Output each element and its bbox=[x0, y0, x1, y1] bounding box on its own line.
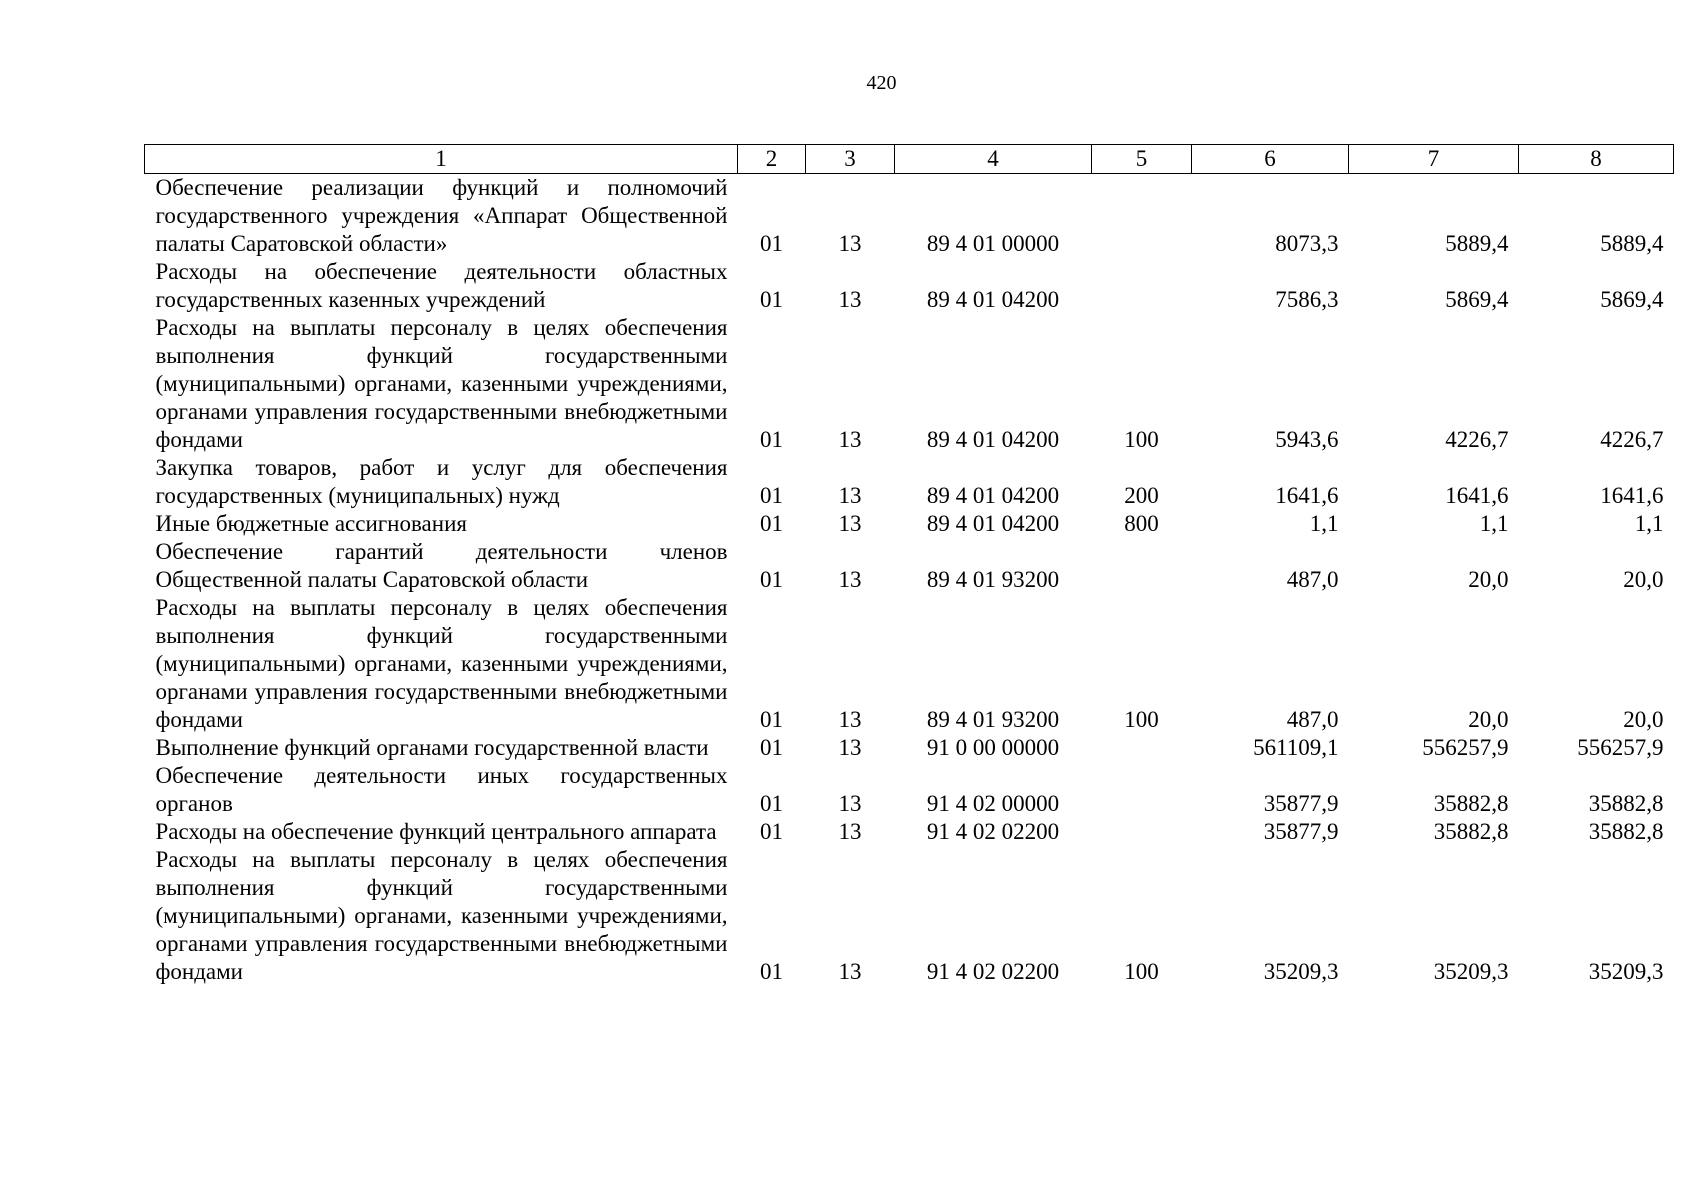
subsection-code-cell: 13 bbox=[838, 791, 862, 816]
expense-name-cell: Иные бюджетные ассигнования bbox=[155, 511, 467, 536]
table-row bbox=[145, 538, 1674, 594]
budget-table bbox=[144, 144, 1674, 986]
table-row bbox=[145, 818, 1674, 846]
amount-col8-cell: 20,0 bbox=[1623, 707, 1664, 732]
expense-type-cell bbox=[1092, 258, 1192, 314]
amount-col6-cell: 35877,9 bbox=[1263, 791, 1339, 816]
target-article-cell: 89 4 01 00000 bbox=[926, 231, 1060, 256]
expense-name-cell: Выполнение функций органами государственной власти bbox=[155, 735, 709, 760]
table-row bbox=[145, 314, 1674, 454]
amount-col6-cell: 5943,6 bbox=[1275, 427, 1339, 452]
amount-col7-cell: 35882,8 bbox=[1433, 819, 1509, 844]
expense-name-cell: Расходы на выплаты персоналу в целях обеспечения выполнения функций государственными (муниципальными) органами, казенными учреждениями, органами управления государственными внебюджетными фондами bbox=[155, 847, 728, 984]
target-article-cell: 91 4 02 02200 bbox=[926, 819, 1060, 844]
section-code-cell: 01 bbox=[760, 427, 783, 452]
section-code-cell: 01 bbox=[760, 483, 783, 508]
expense-type-cell: 100 bbox=[1124, 707, 1159, 732]
section-code-cell: 01 bbox=[760, 511, 783, 536]
table-row bbox=[145, 174, 1674, 259]
subsection-code-cell: 13 bbox=[838, 287, 862, 312]
target-article-cell: 89 4 01 93200 bbox=[926, 567, 1060, 592]
amount-col7-cell: 35209,3 bbox=[1433, 959, 1509, 984]
column-header-3: 3 bbox=[806, 145, 895, 174]
section-code-cell: 01 bbox=[760, 287, 783, 312]
expense-type-cell: 100 bbox=[1124, 427, 1159, 452]
amount-col7-cell: 1641,6 bbox=[1445, 483, 1509, 508]
amount-col8-cell: 1641,6 bbox=[1600, 483, 1664, 508]
amount-col8-cell: 4226,7 bbox=[1600, 427, 1664, 452]
expense-name-cell: Расходы на выплаты персоналу в целях обеспечения выполнения функций государственными (муниципальными) органами, казенными учреждениями, органами управления государственными внебюджетными фондами bbox=[155, 595, 728, 732]
page-number: 420 bbox=[866, 72, 897, 94]
subsection-code-cell: 13 bbox=[838, 707, 862, 732]
expense-type-cell bbox=[1092, 818, 1192, 846]
column-header-5: 5 bbox=[1092, 145, 1192, 174]
expense-name-cell: Расходы на обеспечение деятельности областных государственных казенных учреждений bbox=[155, 259, 728, 312]
table-header bbox=[145, 145, 1674, 174]
column-header-6: 6 bbox=[1192, 145, 1349, 174]
expense-type-cell: 100 bbox=[1124, 959, 1159, 984]
table-row bbox=[145, 454, 1674, 510]
target-article-cell: 91 4 02 00000 bbox=[926, 791, 1060, 816]
target-article-cell: 89 4 01 04200 bbox=[926, 427, 1060, 452]
expense-name-cell: Обеспечение деятельности иных государственных органов bbox=[155, 763, 728, 816]
table-row bbox=[145, 846, 1674, 986]
amount-col8-cell: 35209,3 bbox=[1588, 959, 1664, 984]
amount-col8-cell: 20,0 bbox=[1623, 567, 1664, 592]
subsection-code-cell: 13 bbox=[838, 735, 862, 760]
section-code-cell: 01 bbox=[760, 567, 783, 592]
table-row bbox=[145, 258, 1674, 314]
amount-col8-cell: 35882,8 bbox=[1588, 791, 1664, 816]
section-code-cell: 01 bbox=[760, 231, 783, 256]
column-header-7: 7 bbox=[1349, 145, 1519, 174]
amount-col7-cell: 556257,9 bbox=[1422, 735, 1509, 760]
table-row bbox=[145, 734, 1674, 762]
section-code-cell: 01 bbox=[760, 791, 783, 816]
amount-col8-cell: 5889,4 bbox=[1600, 231, 1664, 256]
table-row bbox=[145, 594, 1674, 734]
target-article-cell: 91 0 00 00000 bbox=[926, 735, 1060, 760]
table-row bbox=[145, 762, 1674, 818]
amount-col6-cell: 35877,9 bbox=[1263, 819, 1339, 844]
subsection-code-cell: 13 bbox=[838, 483, 862, 508]
subsection-code-cell: 13 bbox=[838, 511, 862, 536]
section-code-cell: 01 bbox=[760, 819, 783, 844]
amount-col8-cell: 5869,4 bbox=[1600, 287, 1664, 312]
column-header-2: 2 bbox=[738, 145, 806, 174]
subsection-code-cell: 13 bbox=[838, 427, 862, 452]
amount-col6-cell: 487,0 bbox=[1286, 567, 1339, 592]
expense-type-cell bbox=[1092, 762, 1192, 818]
table-body bbox=[145, 174, 1674, 987]
amount-col6-cell: 1,1 bbox=[1309, 511, 1339, 536]
section-code-cell: 01 bbox=[760, 735, 783, 760]
column-header-8: 8 bbox=[1519, 145, 1674, 174]
amount-col7-cell: 4226,7 bbox=[1445, 427, 1509, 452]
amount-col7-cell: 5889,4 bbox=[1445, 231, 1509, 256]
expense-name-cell: Расходы на выплаты персоналу в целях обеспечения выполнения функций государственными (муниципальными) органами, казенными учреждениями, органами управления государственными внебюджетными фондами bbox=[155, 315, 728, 452]
section-code-cell: 01 bbox=[760, 707, 783, 732]
target-article-cell: 89 4 01 04200 bbox=[926, 483, 1060, 508]
expense-name-cell: Расходы на обеспечение функций центрального аппарата bbox=[155, 819, 717, 844]
amount-col6-cell: 7586,3 bbox=[1275, 287, 1339, 312]
column-header-1: 1 bbox=[145, 145, 738, 174]
header-row bbox=[145, 145, 1674, 174]
amount-col7-cell: 20,0 bbox=[1468, 707, 1509, 732]
subsection-code-cell: 13 bbox=[838, 819, 862, 844]
amount-col6-cell: 35209,3 bbox=[1263, 959, 1339, 984]
amount-col7-cell: 5869,4 bbox=[1445, 287, 1509, 312]
table-row bbox=[145, 510, 1674, 538]
column-header-4: 4 bbox=[895, 145, 1092, 174]
amount-col8-cell: 1,1 bbox=[1634, 511, 1664, 536]
expense-name-cell: Обеспечение гарантий деятельности членов Общественной палаты Саратовской области bbox=[155, 539, 728, 592]
amount-col6-cell: 8073,3 bbox=[1275, 231, 1339, 256]
expense-type-cell: 800 bbox=[1124, 511, 1159, 536]
target-article-cell: 89 4 01 93200 bbox=[926, 707, 1060, 732]
expense-type-cell bbox=[1092, 734, 1192, 762]
section-code-cell: 01 bbox=[760, 959, 783, 984]
amount-col6-cell: 561109,1 bbox=[1253, 735, 1339, 760]
amount-col8-cell: 35882,8 bbox=[1588, 819, 1664, 844]
amount-col7-cell: 20,0 bbox=[1468, 567, 1509, 592]
target-article-cell: 89 4 01 04200 bbox=[926, 287, 1060, 312]
amount-col7-cell: 1,1 bbox=[1479, 511, 1509, 536]
amount-col6-cell: 1641,6 bbox=[1275, 483, 1339, 508]
amount-col6-cell: 487,0 bbox=[1286, 707, 1339, 732]
subsection-code-cell: 13 bbox=[838, 567, 862, 592]
expense-name-cell: Обеспечение реализации функций и полномочий государственного учреждения «Аппарат Общественной палаты Саратовской области» bbox=[155, 175, 728, 256]
expense-type-cell bbox=[1092, 538, 1192, 594]
expense-name-cell: Закупка товаров, работ и услуг для обеспечения государственных (муниципальных) нужд bbox=[155, 455, 728, 508]
subsection-code-cell: 13 bbox=[838, 231, 862, 256]
amount-col7-cell: 35882,8 bbox=[1433, 791, 1509, 816]
expense-type-cell bbox=[1092, 174, 1192, 259]
amount-col8-cell: 556257,9 bbox=[1577, 735, 1664, 760]
subsection-code-cell: 13 bbox=[838, 959, 862, 984]
target-article-cell: 91 4 02 02200 bbox=[926, 959, 1060, 984]
target-article-cell: 89 4 01 04200 bbox=[926, 511, 1060, 536]
expense-type-cell: 200 bbox=[1124, 483, 1159, 508]
